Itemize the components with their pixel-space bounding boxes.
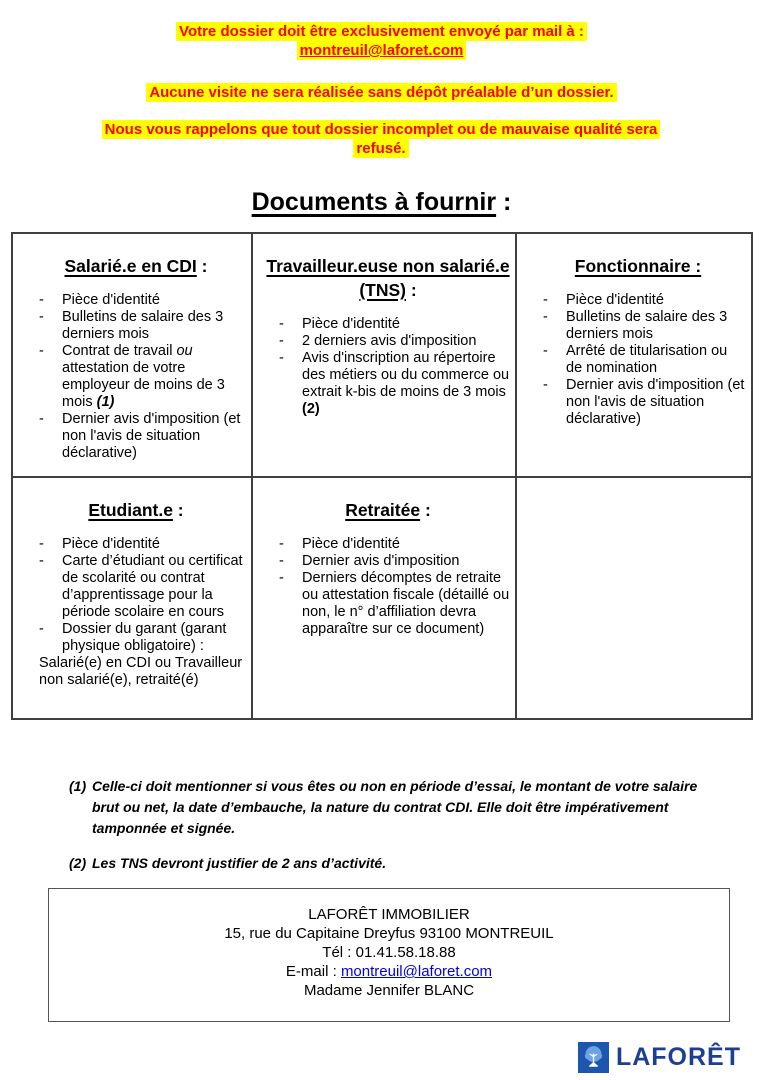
- email-label: E-mail :: [285, 963, 341, 980]
- cell-header-salarie: Salarié.e en CDI :: [64, 256, 208, 276]
- cell-fonctionnaire: [516, 233, 752, 477]
- requirements-table: [11, 232, 753, 720]
- requirement-list: [265, 536, 511, 638]
- requirement-item: - Pièce d'identité: [39, 536, 160, 552]
- requirement-item: - Pièce d'identité: [279, 316, 400, 332]
- footnotes: [0, 776, 763, 874]
- requirement-item: - Bulletins de salaire des 3 derniers mois: [39, 309, 224, 342]
- requirement-list: [25, 292, 247, 462]
- address-line: 15, rue du Capitaine Dreyfus 93100 MONTREUIL: [224, 925, 554, 942]
- footnote-text: Les TNS devront justifier de 2 ans d’activité.: [92, 855, 387, 871]
- company-name: LAFORÊT IMMOBILIER: [308, 906, 470, 923]
- top-notices: [0, 0, 763, 158]
- cell-retraitee: [252, 477, 516, 719]
- footnote-1: [69, 776, 699, 839]
- footnote-text: Celle-ci doit mentionner si vous êtes ou non en période d’essai, le montant de votre salaire brut ou net, la date d’embauche, la nature du contrat CDI. Elle doit être impérativement tamponnée et signée.: [92, 778, 698, 836]
- email-link[interactable]: montreuil@laforet.com: [297, 41, 467, 60]
- requirement-list: [265, 316, 511, 418]
- notice-mail-text: Votre dossier doit être exclusivement envoyé par mail à :: [176, 22, 587, 41]
- page-title: Documents à fournir :: [251, 188, 512, 216]
- requirement-item: - 2 derniers avis d'imposition: [279, 333, 477, 349]
- requirement-item: - Carte d’étudiant ou certificat de scolarité ou contrat d’apprentissage pour la période scolaire en cours: [39, 553, 243, 620]
- requirement-item: - Derniers décomptes de retraite ou attestation fiscale (détaillé ou non, le n° d’affiliation devra apparaître sur ce document): [279, 570, 510, 637]
- requirement-item: - Contrat de travail ou attestation de votre employeur de moins de 3 mois (1): [39, 343, 225, 410]
- logo-text: LAFORÊT: [615, 1043, 741, 1071]
- notice-mail: [0, 22, 763, 60]
- cell-empty: [516, 477, 752, 719]
- requirement-item: - Pièce d'identité: [39, 292, 160, 308]
- requirement-item: - Dernier avis d'imposition: [279, 553, 460, 569]
- requirement-item: - Arrêté de titularisation ou de nomination: [543, 343, 728, 376]
- requirement-list: [25, 536, 247, 655]
- cell-header-fonctionnaire: Fonctionnaire :: [574, 256, 702, 276]
- tree-icon: [578, 1042, 609, 1073]
- requirement-item: - Pièce d'identité: [279, 536, 400, 552]
- contact-box: [48, 888, 730, 1022]
- cell-tns: [252, 233, 516, 477]
- requirement-list: [529, 292, 747, 428]
- footnote-marker: (1): [69, 778, 87, 794]
- requirement-item: - Dernier avis d'imposition (et non l'avis de situation déclarative): [39, 411, 241, 461]
- footnote-2: [69, 853, 699, 874]
- cell-etudiant: [12, 477, 252, 719]
- agent-name: Madame Jennifer BLANC: [303, 982, 475, 999]
- requirement-item: - Avis d'inscription au répertoire des métiers ou du commerce ou extrait k-bis de moins de 3 mois (2): [279, 350, 510, 417]
- notice-refusal: Nous vous rappelons que tout dossier incomplet ou de mauvaise qualité sera refusé.: [81, 120, 681, 158]
- requirement-item: - Dossier du garant (garant physique obligatoire) :: [39, 621, 227, 654]
- footnote-marker: (2): [69, 855, 87, 871]
- requirement-item: - Pièce d'identité: [543, 292, 664, 308]
- notice-no-visit: Aucune visite ne sera réalisée sans dépôt préalable d’un dossier.: [0, 83, 763, 102]
- cell-header-tns: Travailleur.euse non salarié.e (TNS) :: [266, 256, 510, 300]
- requirement-item: - Dernier avis d'imposition (et non l'avis de situation déclarative): [543, 377, 745, 427]
- laforet-logo: [0, 1042, 763, 1073]
- requirement-item: - Bulletins de salaire des 3 derniers mois: [543, 309, 728, 342]
- cell-header-retraitee: Retraitée :: [345, 500, 431, 520]
- contact-email-link[interactable]: montreuil@laforet.com: [340, 963, 493, 980]
- cell-salarie-cdi: [12, 233, 252, 477]
- email-line: [59, 962, 719, 981]
- cell-header-etudiant: Etudiant.e :: [88, 500, 184, 520]
- guarantor-note: Salarié(e) en CDI ou Travailleur non salarié(e), retraité(é): [39, 655, 243, 688]
- phone-line: Tél : 01.41.58.18.88: [322, 944, 456, 961]
